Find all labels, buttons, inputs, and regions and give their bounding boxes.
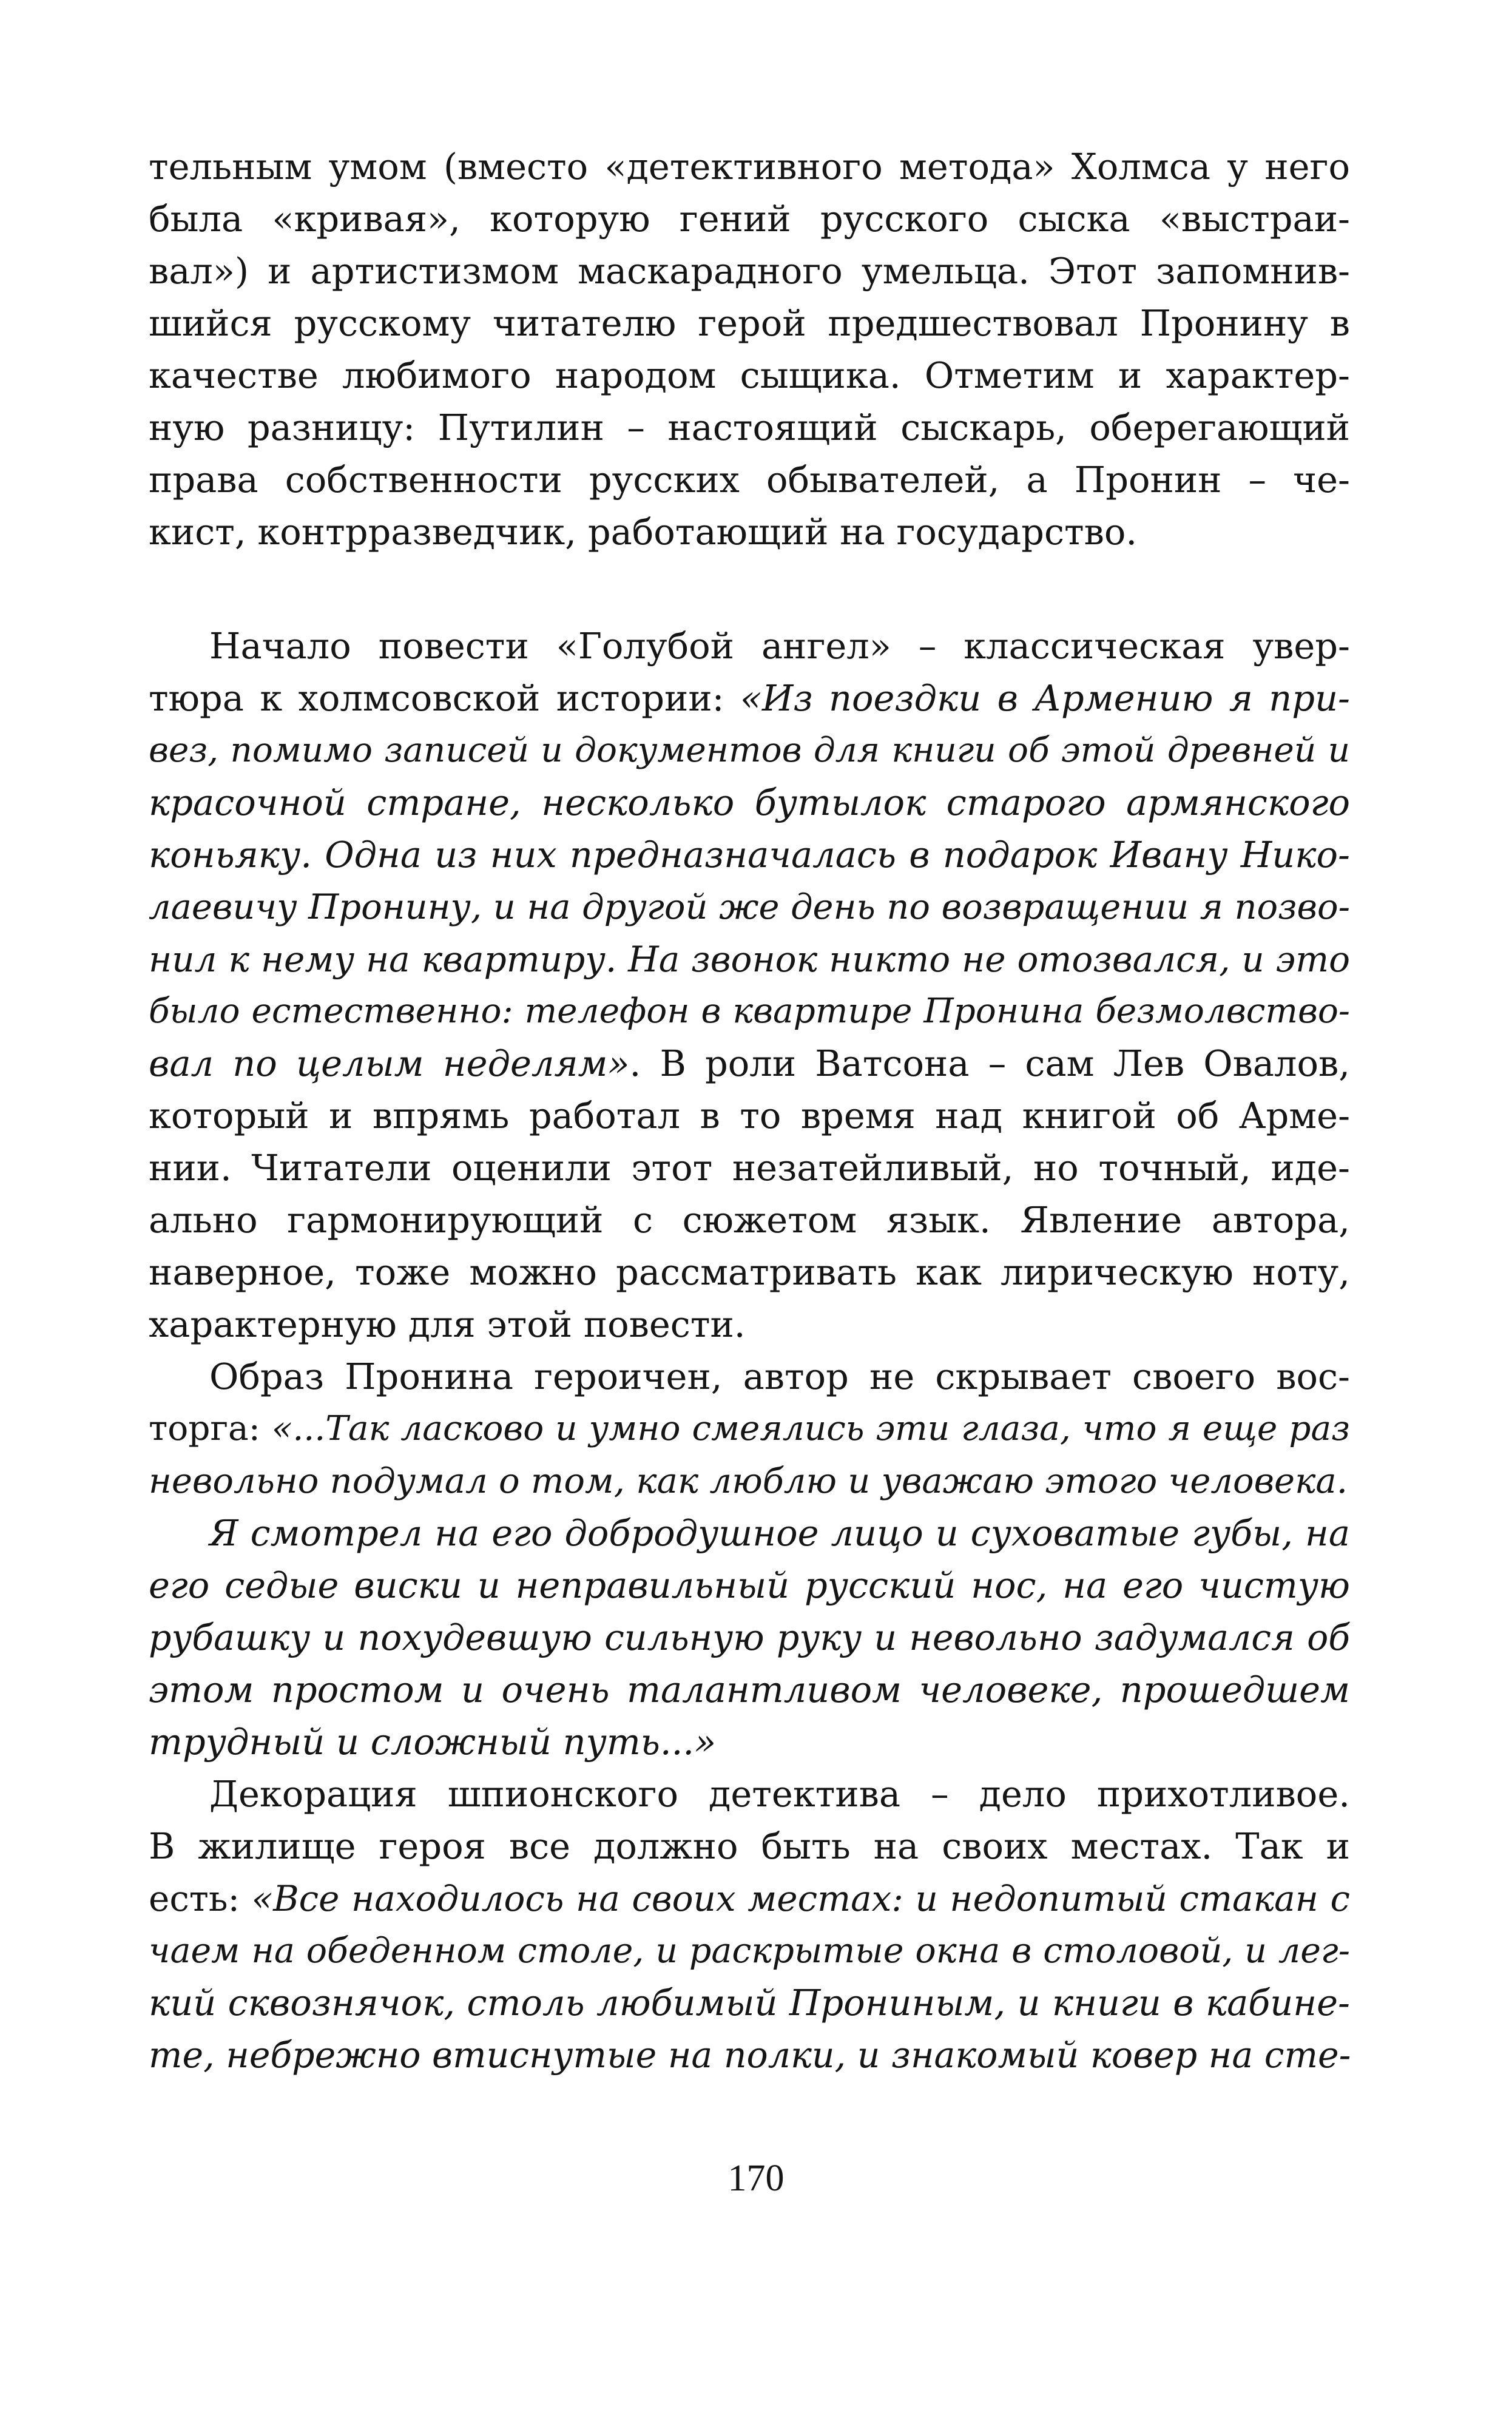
page-number: 170 <box>727 2158 785 2199</box>
text-line <box>149 985 1350 1038</box>
quote-text: «Из поездки в Армению я при- <box>740 677 1350 719</box>
quote-text: этом простом и очень талантливом человеке, прошедшем <box>149 1669 1350 1710</box>
quote-text: его седые виски и неправильный русский нос, на его чистую <box>149 1564 1350 1606</box>
text-line <box>149 933 1350 985</box>
body-text: тельным умом (вместо «детективного метода» Холмса у него <box>149 146 1350 187</box>
text-line <box>149 1038 1350 1090</box>
body-text: торга: <box>149 1409 272 1448</box>
quote-text: вез, помимо записей и документов для книги об этой древней и <box>149 731 1350 770</box>
text-line <box>149 1664 1350 1716</box>
quote-text: Я смотрел на его добродушное лицо и суховатые губы, на <box>209 1512 1350 1554</box>
text-line <box>149 1455 1350 1507</box>
quote-text: невольно подумал о том, как люблю и уважаю этого человека. <box>149 1461 1348 1501</box>
quote-text: «...Так ласково и умно смеялись эти глаза, что я еще раз <box>271 1409 1350 1448</box>
quote-text: было естественно: телефон в квартире Пронина безмолвство- <box>149 991 1350 1031</box>
quote-text: рубашку и похудевшую сильную руку и невольно задумался об <box>149 1617 1350 1658</box>
text-line <box>149 193 1350 245</box>
quote-text: красочной стране, несколько бутылок старого армянского <box>149 782 1350 823</box>
body-text: нии. Читатели оценили этот незатейливый, но точный, иде- <box>149 1147 1350 1189</box>
text-line <box>149 672 1350 724</box>
text-line <box>149 881 1350 933</box>
text-line <box>149 350 1350 402</box>
text-line <box>149 402 1350 454</box>
text-block <box>149 141 1350 558</box>
text-line <box>149 829 1350 881</box>
quote-text: лаевичу Пронину, и на другой же день по возвращении я позво- <box>149 886 1350 927</box>
body-text: Начало повести «Голубой ангел» – классическая увер- <box>209 625 1350 667</box>
text-line <box>149 1403 1350 1455</box>
body-text: шийся русскому читателю герой предшествовал Пронину в <box>149 302 1350 344</box>
text-line <box>149 1507 1350 1559</box>
body-text: ально гармонирующий с сюжетом язык. Явление автора, <box>149 1199 1350 1241</box>
text-line <box>149 777 1350 829</box>
text-line <box>149 2029 1350 2081</box>
body-text: есть: <box>149 1878 252 1919</box>
body-text: кист, контрразведчик, работающий на государство. <box>149 511 1138 553</box>
text-line <box>149 1351 1350 1403</box>
text-line <box>149 1246 1350 1298</box>
body-text: характерную для этой повести. <box>149 1303 746 1345</box>
body-text: была «кривая», которую гений русского сыска «выстраи- <box>149 198 1350 240</box>
quote-text: чаем на обеденном столе, и раскрытые окна в столовой, и лег- <box>149 1931 1350 1971</box>
body-text: качестве любимого народом сыщика. Отметим и характер- <box>149 354 1350 396</box>
text-block <box>149 620 1350 2081</box>
body-text: наверное, тоже можно рассматривать как лирическую ноту, <box>149 1251 1350 1293</box>
text-line <box>149 1559 1350 1612</box>
body-text: который и впрямь работал в то время над книгой об Арме- <box>149 1095 1350 1136</box>
text-line <box>149 620 1350 672</box>
text-line <box>149 506 1350 558</box>
text-line <box>149 297 1350 350</box>
quote-text: коньяку. Одна из них предназначалась в подарок Ивану Нико- <box>149 834 1350 876</box>
quote-text: «Все находилось на своих местах: и недопитый стакан с <box>251 1878 1350 1919</box>
text-line <box>149 1612 1350 1664</box>
text-line <box>149 1142 1350 1194</box>
text-line <box>149 724 1350 777</box>
body-text: тюра к холмсовской истории: <box>149 677 740 719</box>
text-line <box>149 1925 1350 1977</box>
text-line <box>149 1716 1350 1768</box>
quote-text: те, небрежно втиснутые на полки, и знакомый ковер на сте- <box>149 2035 1351 2076</box>
body-text: Декорация шпионского детектива – дело прихотливое. <box>209 1773 1350 1815</box>
text-line <box>149 1090 1350 1142</box>
body-text: . В роли Ватсона – сам Лев Овалов, <box>629 1042 1351 1084</box>
text-line <box>149 1873 1350 1925</box>
text-line <box>149 141 1350 193</box>
body-text: вал») и артистизмом маскарадного умельца. Этот запомнив- <box>149 250 1350 292</box>
text-line <box>149 454 1350 506</box>
text-line <box>149 245 1350 297</box>
body-text: В жилище героя все должно быть на своих местах. Так и <box>149 1825 1350 1867</box>
body-text: ную разницу: Путилин – настоящий сыскарь, оберегающий <box>149 407 1350 448</box>
body-text: права собственности русских обывателей, а Пронин – че- <box>149 459 1350 501</box>
text-line <box>149 1977 1350 2029</box>
text-line <box>149 1768 1350 1820</box>
quote-text: трудный и сложный путь...» <box>149 1721 717 1763</box>
text-line <box>149 1820 1350 1873</box>
quote-text: нил к нему на квартиру. На звонок никто не отозвался, и это <box>149 939 1350 980</box>
body-text: Образ Пронина героичен, автор не скрывает своего вос- <box>209 1356 1350 1397</box>
quote-text: кий сквознячок, столь любимый Прониным, и книги в кабине- <box>149 1982 1350 2024</box>
text-line <box>149 1298 1350 1351</box>
quote-text: вал по целым неделям» <box>149 1042 630 1084</box>
text-line <box>149 1194 1350 1246</box>
